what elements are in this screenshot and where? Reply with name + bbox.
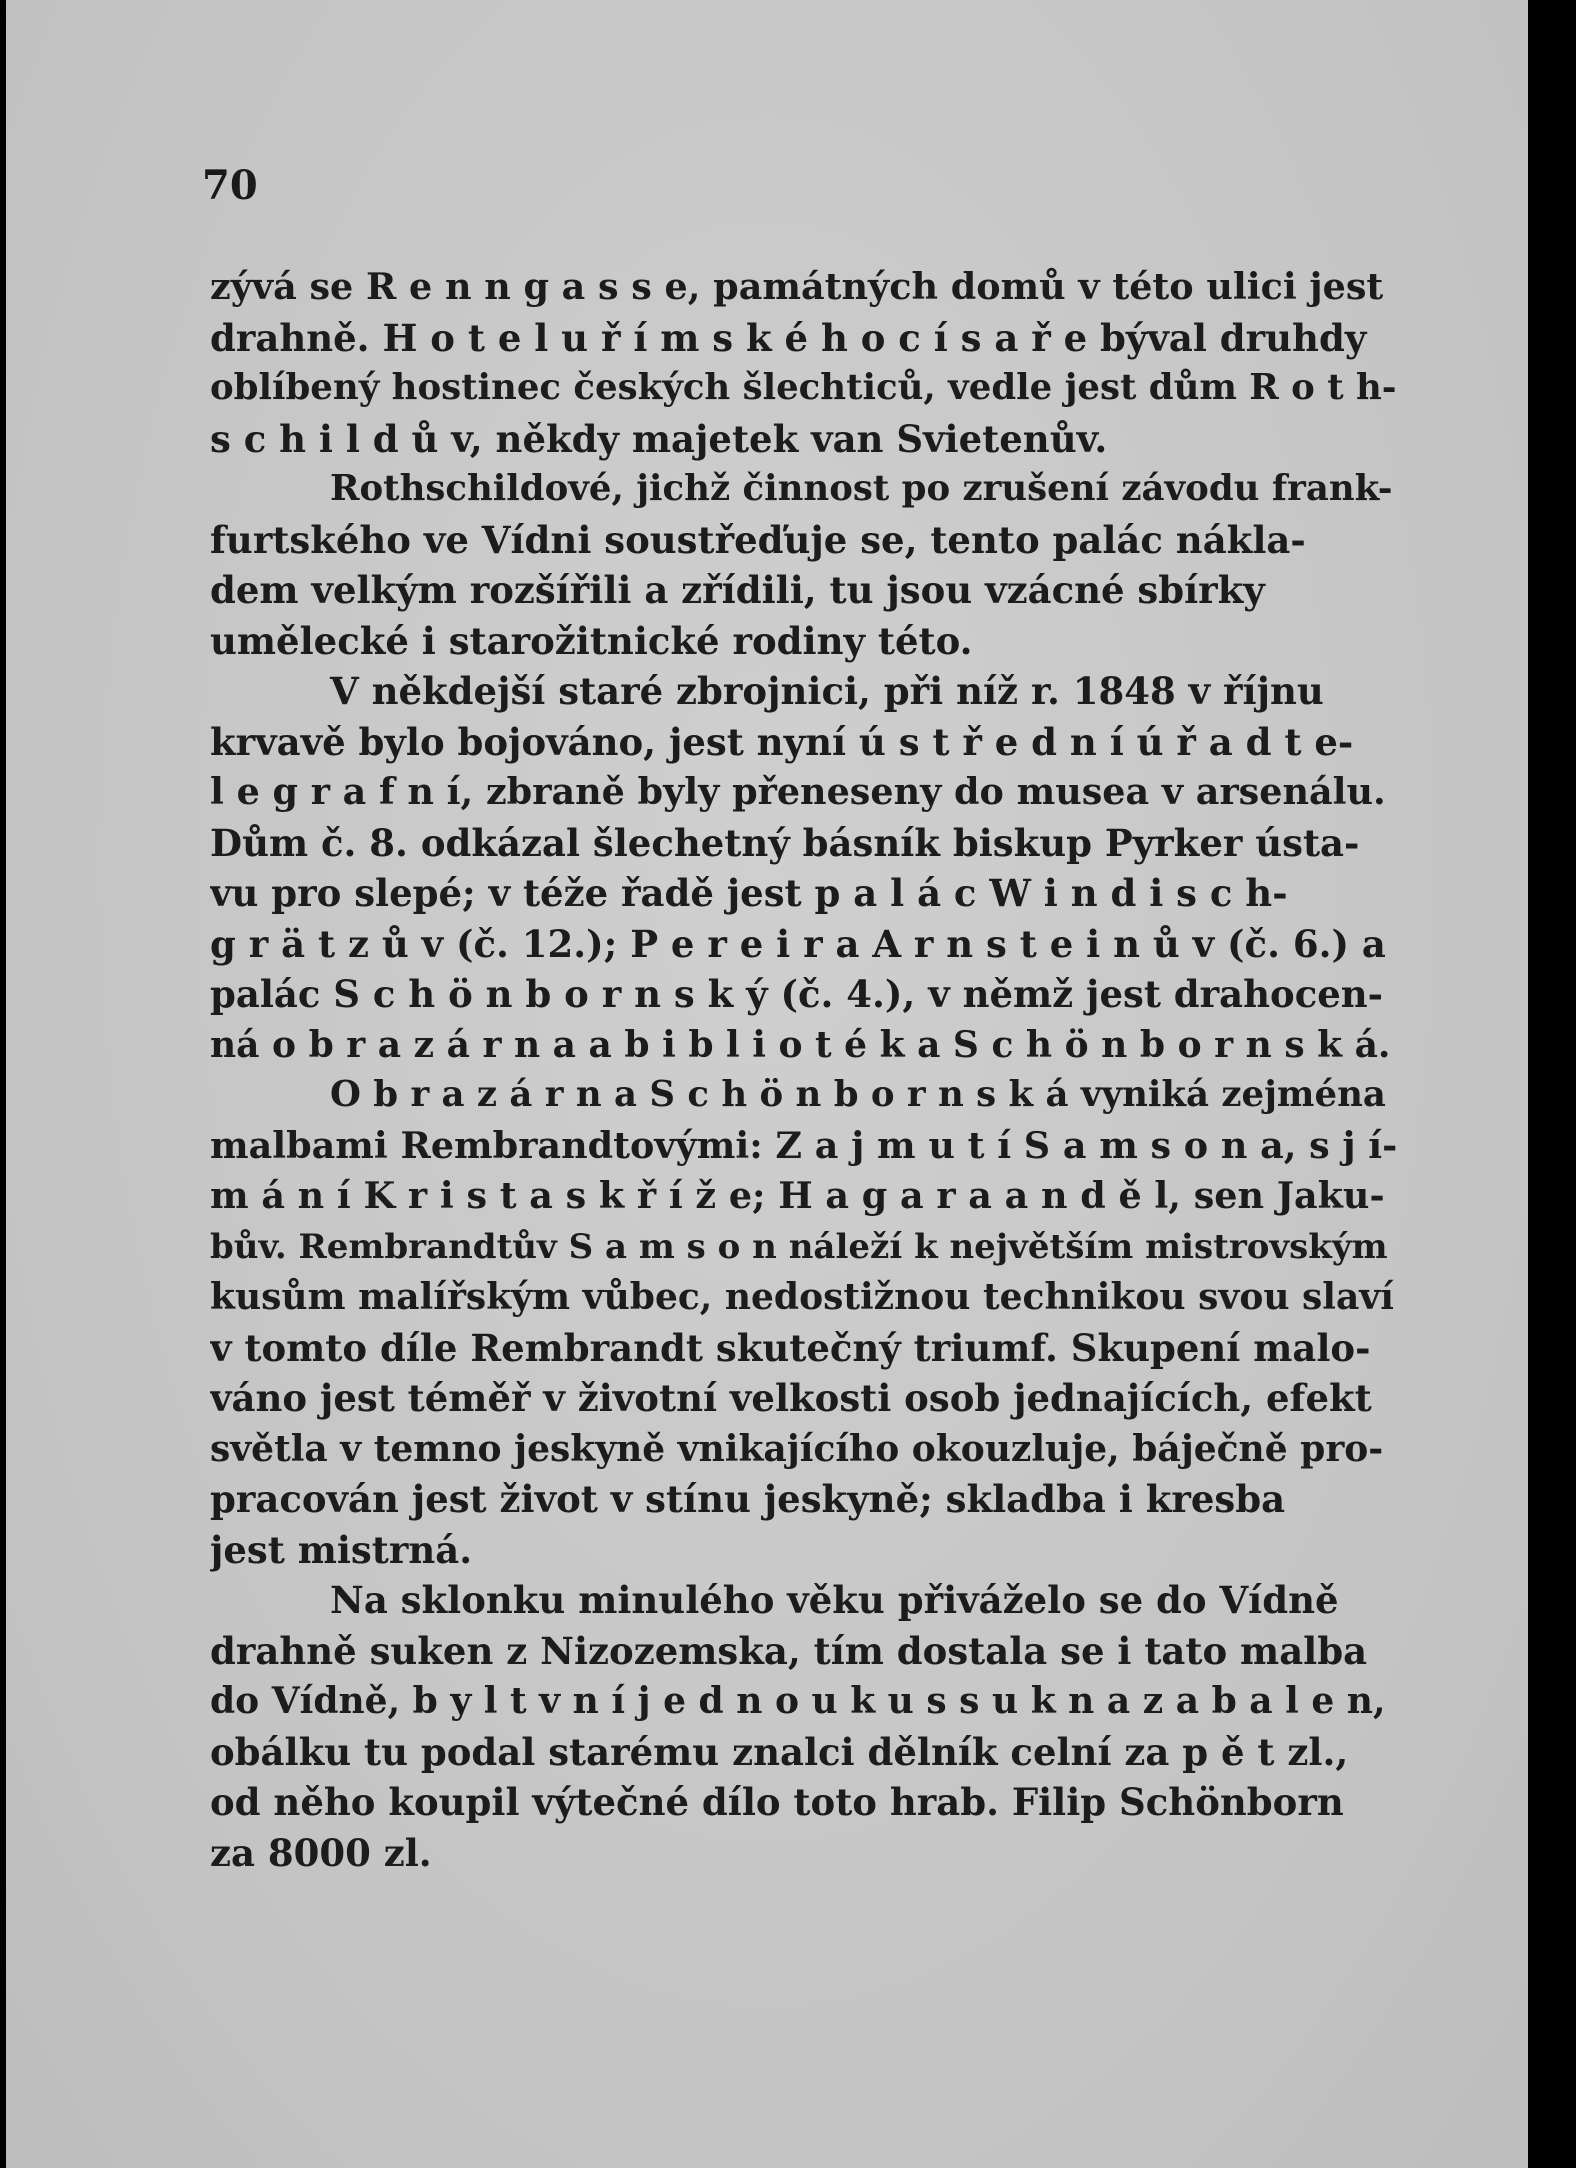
text-line: g r ä t z ů v (č. 12.); P e r e i r a A r n s t e i n ů v (č. 6.) a (210, 921, 1386, 966)
text-line: bův. Rembrandtův S a m s o n náleží k největším mistrovským (210, 1226, 1388, 1267)
text-line: dem velkým rozšířili a zřídili, tu jsou vzácné sbírky (210, 568, 1265, 612)
text-line: palác S c h ö n b o r n s k ý (č. 4.), v němž jest drahocen- (210, 972, 1384, 1016)
text-line: umělecké i starožitnické rodiny této. (210, 618, 973, 663)
text-line: oblíbený hostinec českých šlechticů, vedle jest dům R o t h- (210, 367, 1397, 408)
text-line: obálku tu podal starému znalci dělník celní za p ě t zl., (210, 1729, 1349, 1774)
text-line: jest mistrná. (210, 1527, 473, 1572)
text-line: drahně suken z Nizozemska, tím dostala se i tato malba (210, 1628, 1368, 1673)
text-line: za 8000 zl. (210, 1830, 432, 1875)
text-line: drahně. H o t e l u ř í m s k é h o c í s a ř e býval druhdy (210, 315, 1367, 360)
text-line: světla v temno jeskyně vnikajícího okouzluje, báječně pro- (210, 1427, 1384, 1470)
text-line: s c h i l d ů v, někdy majetek van Svietenův. (210, 416, 1108, 461)
text-line: m á n í K r i s t a s k ř í ž e; H a g a r a a n d ě l, sen Jaku- (210, 1174, 1385, 1217)
text-line: od něho koupil výtečné dílo toto hrab. Filip Schönborn (210, 1780, 1344, 1824)
text-line: l e g r a f n í, zbraně byly přeneseny do musea v arsenálu. (210, 770, 1386, 813)
text-line: Dům č. 8. odkázal šlechetný básník biskup Pyrker ústa- (210, 820, 1360, 865)
text-line: furtského ve Vídni soustřeďuje se, tento palác nákla- (210, 517, 1306, 562)
text-line: Na sklonku minulého věku přiváželo se do Vídně (330, 1578, 1339, 1622)
text-line: malbami Rembrandtovými: Z a j m u t í S a m s o n a, s j í- (210, 1123, 1398, 1167)
text-line: O b r a z á r n a S c h ö n b o r n s k á vyniká zejména (330, 1074, 1386, 1115)
text-line: Rothschildové, jichž činnost po zrušení závodu frank- (330, 468, 1393, 509)
text-line: v tomto díle Rembrandt skutečný triumf. Skupení malo- (210, 1325, 1371, 1370)
text-line: do Vídně, b y l t v n í j e d n o u k u s s u k n a z a b a l e n, (210, 1680, 1386, 1722)
book-page (6, 0, 1528, 2168)
text-line: krvavě bylo bojováno, jest nyní ú s t ř e d n í ú ř a d t e- (210, 719, 1354, 764)
page-number: 70 (202, 162, 258, 209)
text-line: V někdejší staré zbrojnici, při níž r. 1848 v říjnu (330, 669, 1324, 713)
body-text (210, 262, 1398, 1878)
text-line: kusům malířským vůbec, nedostižnou technikou svou slaví (210, 1276, 1394, 1318)
text-line: zývá se R e n n g a s s e, památných domů v této ulici jest (210, 265, 1384, 308)
text-line: vu pro slepé; v téže řadě jest p a l á c W i n d i s c h- (210, 871, 1288, 915)
text-line: ná o b r a z á r n a a b i b l i o t é k a S c h ö n b o r n s k á. (210, 1023, 1391, 1066)
text-line: pracován jest život v stínu jeskyně; skladba i kresba (210, 1477, 1286, 1521)
text-line: váno jest téměř v životní velkosti osob jednajících, efekt (210, 1376, 1372, 1420)
